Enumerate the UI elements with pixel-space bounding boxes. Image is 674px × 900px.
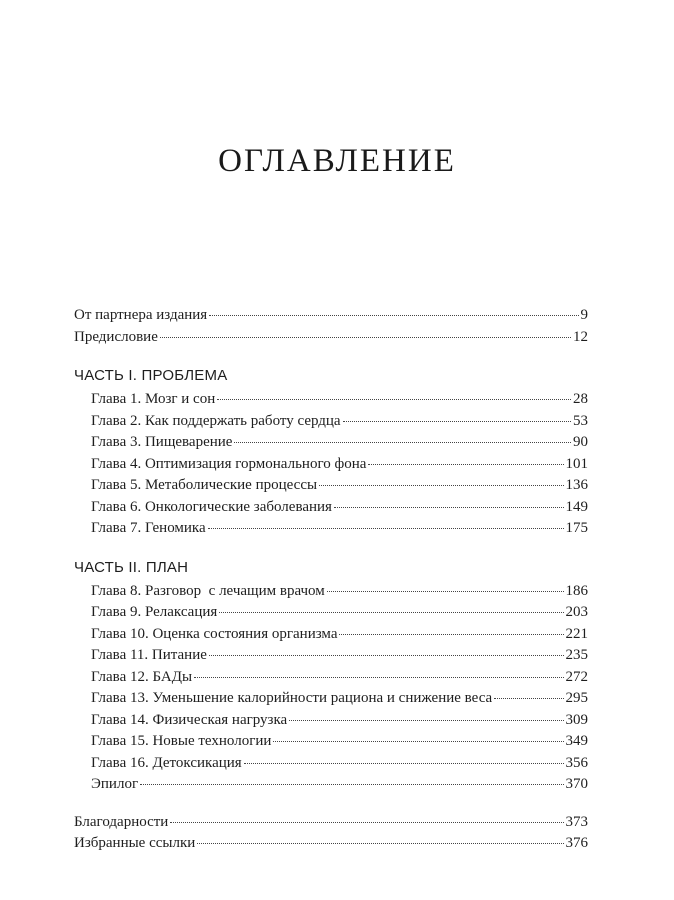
entry-label: Предисловие (74, 328, 158, 345)
entry-page-number: 28 (573, 391, 588, 407)
toc-entry[interactable] (74, 833, 588, 855)
entry-label: Глава 2. Как поддержать работу сердца (91, 412, 341, 429)
toc-entry[interactable] (74, 518, 588, 540)
dot-leader (217, 399, 571, 400)
entry-label: Глава 1. Мозг и сон (91, 391, 216, 407)
entry-label: Глава 13. Уменьшение калорийности рациона и снижение веса (91, 690, 493, 706)
entry-page-number: 12 (573, 328, 588, 345)
entry-page-number: 295 (565, 690, 588, 706)
toc-entry[interactable] (74, 624, 588, 646)
toc-entry[interactable] (74, 645, 588, 667)
dot-leader (368, 464, 563, 465)
entry-label: Благодарности (74, 813, 169, 830)
dot-leader (343, 421, 571, 422)
dot-leader (197, 843, 563, 844)
entry-page-number: 101 (565, 455, 588, 472)
toc-entry[interactable] (74, 688, 588, 710)
entry-label: Избранные ссылки (74, 835, 196, 851)
entry-page-number: 9 (580, 307, 588, 323)
entry-page-number: 356 (565, 754, 588, 771)
entry-page-number: 373 (565, 813, 588, 830)
toc-entry[interactable] (74, 667, 588, 689)
part-heading: ЧАСТЬ II. ПЛАН (74, 558, 189, 576)
dot-leader (319, 485, 563, 486)
dot-leader (234, 442, 571, 443)
entry-page-number: 136 (565, 477, 588, 493)
dot-leader (160, 337, 571, 338)
toc-entry[interactable] (74, 774, 588, 796)
dot-leader (327, 591, 564, 592)
entry-page-number: 376 (565, 835, 588, 851)
section-spacer (74, 796, 588, 812)
entry-page-number: 221 (565, 625, 588, 642)
toc-entry[interactable] (74, 305, 588, 327)
entry-label: Глава 12. БАДы (91, 668, 193, 685)
toc-entry[interactable] (74, 475, 588, 497)
toc-entry[interactable] (74, 497, 588, 519)
dot-leader (140, 784, 563, 785)
entry-label: Глава 10. Оценка состояния организма (91, 625, 338, 642)
entry-page-number: 149 (565, 498, 588, 515)
entry-label: Глава 8. Разговор с лечащим врачом (91, 582, 325, 599)
entry-page-number: 53 (573, 412, 588, 429)
toc-entry[interactable] (74, 432, 588, 454)
entry-page-number: 90 (573, 434, 588, 450)
entry-page-number: 175 (565, 520, 588, 536)
entry-page-number: 309 (565, 711, 588, 728)
entry-label: Глава 15. Новые технологии (91, 733, 272, 749)
entry-label: Глава 11. Питание (91, 647, 207, 663)
dot-leader (494, 698, 563, 699)
dot-leader (219, 612, 563, 613)
dot-leader (289, 720, 563, 721)
entry-label: Глава 4. Оптимизация гормонального фона (91, 455, 367, 472)
toc-entry[interactable] (74, 602, 588, 624)
toc-entry[interactable] (74, 812, 588, 834)
entry-label: От партнера издания (74, 307, 208, 323)
dot-leader (273, 741, 563, 742)
entry-page-number: 272 (565, 668, 588, 685)
toc-entry[interactable] (74, 389, 588, 411)
entry-page-number: 235 (565, 647, 588, 663)
dot-leader (170, 822, 563, 823)
part-heading: ЧАСТЬ I. ПРОБЛЕМА (74, 367, 228, 384)
dot-leader (194, 677, 563, 678)
toc-entry[interactable] (74, 411, 588, 433)
entry-label: Эпилог (91, 776, 139, 792)
dot-leader (209, 315, 578, 316)
toc-entry[interactable] (74, 581, 588, 603)
entry-label: Глава 3. Пищеварение (91, 434, 233, 450)
dot-leader (334, 507, 564, 508)
entry-page-number: 349 (565, 733, 588, 749)
toc-entry[interactable] (74, 454, 588, 476)
entry-label: Глава 14. Физическая нагрузка (91, 711, 288, 728)
page-title: ОГЛАВЛЕНИЕ (218, 143, 456, 179)
entry-page-number: 203 (565, 604, 588, 620)
toc-entry[interactable] (74, 731, 588, 753)
entry-label: Глава 7. Геномика (91, 520, 206, 536)
toc-entry[interactable] (74, 327, 588, 349)
entry-label: Глава 9. Релаксация (91, 604, 218, 620)
table-of-contents (74, 305, 588, 855)
dot-leader (208, 528, 564, 529)
toc-entry[interactable] (74, 753, 588, 775)
entry-label: Глава 6. Онкологические заболевания (91, 498, 332, 515)
entry-page-number: 370 (565, 776, 588, 792)
toc-entry[interactable] (74, 710, 588, 732)
dot-leader (244, 763, 564, 764)
entry-page-number: 186 (565, 582, 588, 599)
entry-label: Глава 5. Метаболические процессы (91, 477, 318, 493)
dot-leader (339, 634, 563, 635)
dot-leader (209, 655, 564, 656)
entry-label: Глава 16. Детоксикация (91, 754, 242, 771)
